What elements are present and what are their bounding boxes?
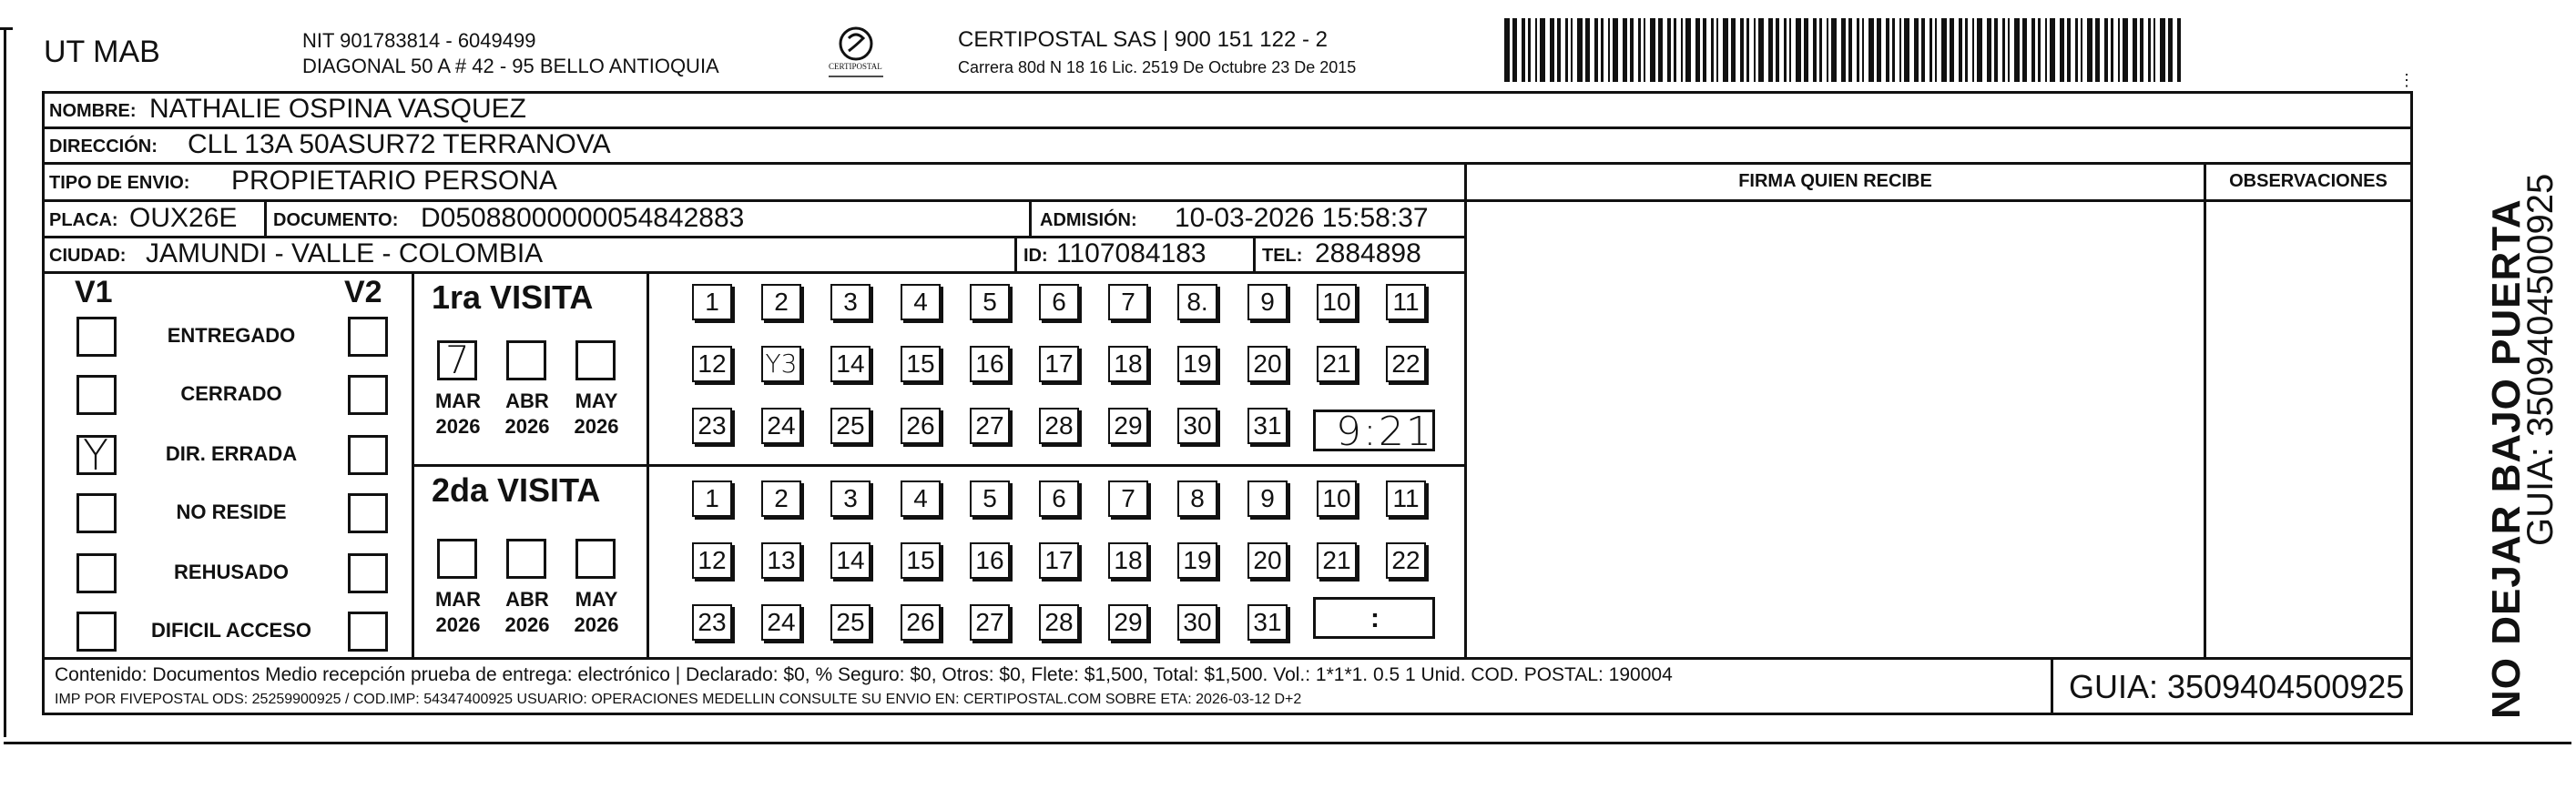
day-box[interactable]: 12 xyxy=(692,346,732,382)
barcode-bar xyxy=(1528,18,1531,82)
v2-label: V2 xyxy=(344,275,382,309)
barcode-bar xyxy=(1623,18,1627,82)
day-box[interactable]: 20 xyxy=(1247,346,1288,382)
day-box[interactable]: 3 xyxy=(830,480,871,517)
barcode-bar xyxy=(1965,18,1968,82)
day-box[interactable]: 7 xyxy=(1108,284,1148,320)
barcode-bar xyxy=(1685,18,1691,82)
day-box[interactable]: 28 xyxy=(1039,408,1079,444)
id-value: 1107084183 xyxy=(1056,238,1207,268)
v1-checkbox[interactable] xyxy=(76,553,117,593)
barcode-bar xyxy=(1565,18,1568,82)
barcode-bar xyxy=(1914,18,1919,82)
tel-divider xyxy=(1253,236,1256,272)
year-label: 2026 xyxy=(435,415,481,438)
first-visit-title: 1ra VISITA xyxy=(432,278,594,316)
day-box[interactable]: 11 xyxy=(1386,284,1426,320)
barcode-bar xyxy=(1613,18,1618,82)
month-mark: 7 xyxy=(445,338,470,382)
barcode-bar xyxy=(1813,18,1817,82)
day-box[interactable]: 16 xyxy=(970,346,1010,382)
barcode-bar xyxy=(1827,18,1828,82)
certipostal-logo xyxy=(820,25,892,80)
barcode-bar xyxy=(1758,18,1764,82)
status-label: DIFICIL ACCESO xyxy=(150,619,311,642)
v2-checkbox[interactable] xyxy=(348,612,388,652)
barcode-bar xyxy=(1904,18,1909,82)
day-box[interactable]: 17 xyxy=(1039,346,1079,382)
barcode-bar xyxy=(2148,18,2151,82)
day-box[interactable]: 6 xyxy=(1039,480,1079,517)
day-box[interactable]: 14 xyxy=(830,542,871,579)
barcode-bar xyxy=(2002,18,2005,82)
barcode-bar xyxy=(2081,18,2082,82)
barcode-bar xyxy=(1819,18,1822,82)
day-box[interactable]: 4 xyxy=(901,284,941,320)
barcode-bar xyxy=(1804,18,1808,82)
day-box[interactable]: 26 xyxy=(901,604,941,641)
barcode-bar xyxy=(1650,18,1655,82)
day-box[interactable]: 5 xyxy=(970,284,1010,320)
barcode-bar xyxy=(1711,18,1714,82)
day-box[interactable]: 1 xyxy=(692,284,732,320)
barcode-bar xyxy=(2008,18,2010,82)
barcode-bar xyxy=(1550,18,1554,82)
day-box[interactable]: 13 xyxy=(761,542,801,579)
day-box[interactable]: 22 xyxy=(1386,346,1426,382)
barcode-bar xyxy=(1796,18,1801,82)
v1-checkbox[interactable] xyxy=(76,375,117,415)
v1-checkbox[interactable] xyxy=(76,493,117,533)
barcode-bar xyxy=(2160,18,2165,82)
barcode-bar xyxy=(2111,18,2113,82)
side-warning: NO DEJAR BAJO PUERTA xyxy=(2484,198,2529,719)
barcode-bar xyxy=(1577,18,1583,82)
barcode-bar xyxy=(1504,18,1510,82)
month-label: MAR xyxy=(434,389,482,412)
barcode-bar xyxy=(1522,18,1525,82)
v1-checkbox[interactable] xyxy=(76,430,117,480)
side-text-block xyxy=(2418,91,2561,719)
barcode-bar xyxy=(2168,18,2173,82)
barcode-bar xyxy=(1638,18,1641,82)
tipo-value: PROPIETARIO PERSONA xyxy=(231,166,557,196)
observaciones-divider xyxy=(2204,162,2206,659)
day-box[interactable]: 7 xyxy=(1108,480,1148,517)
barcode-bar xyxy=(2140,18,2143,82)
year-label: 2026 xyxy=(574,415,619,438)
day-box[interactable]: 8 xyxy=(1177,480,1217,517)
barcode-bar xyxy=(2022,18,2027,82)
barcode-bar xyxy=(1899,18,1901,82)
footer-guia: GUIA: 3509404500925 xyxy=(2069,668,2405,705)
day-box[interactable]: 10 xyxy=(1317,284,1357,320)
day-box[interactable]: 1 xyxy=(692,480,732,517)
placa-divider xyxy=(264,199,267,236)
barcode xyxy=(1504,18,2183,82)
day-box[interactable]: 9 xyxy=(1247,284,1288,320)
barcode-bar xyxy=(2123,18,2128,82)
visit-month-divider xyxy=(647,271,649,659)
placa-label: PLACA: xyxy=(49,210,118,230)
barcode-bar xyxy=(1658,18,1663,82)
status-label: ENTREGADO xyxy=(167,324,296,347)
day-box[interactable]: 19 xyxy=(1177,542,1217,579)
barcode-bar xyxy=(1784,18,1787,82)
day-box[interactable]: 31 xyxy=(1247,408,1288,444)
barcode-bar xyxy=(1972,18,1974,82)
first-visit-time: 9:21 xyxy=(1336,409,1433,455)
left-edge-tick-top xyxy=(0,27,13,30)
observaciones-header: OBSERVACIONES xyxy=(2229,171,2388,191)
status-label: DIR. ERRADA xyxy=(165,442,298,465)
bottom-edge-line xyxy=(4,742,2571,744)
year-label: 2026 xyxy=(574,613,619,636)
admision-divider xyxy=(1029,199,1032,236)
day-box[interactable]: 30 xyxy=(1177,408,1217,444)
day-box[interactable]: 28 xyxy=(1039,604,1079,641)
day-box[interactable]: 12 xyxy=(692,542,732,579)
barcode-bar xyxy=(1857,18,1859,82)
barcode-bar xyxy=(2038,18,2041,82)
barcode-bar xyxy=(1929,18,1932,82)
year-label: 2026 xyxy=(504,613,550,636)
side-guia: GUIA: 3509404500925 xyxy=(2520,173,2561,546)
barcode-bar xyxy=(1959,18,1962,82)
day-box[interactable]: 23 xyxy=(692,408,732,444)
day-box[interactable]: 26 xyxy=(901,408,941,444)
barcode-bar xyxy=(1557,18,1561,82)
day-box[interactable]: 5 xyxy=(970,480,1010,517)
barcode-bar xyxy=(1703,18,1706,82)
day-box[interactable]: 9 xyxy=(1247,480,1288,517)
direccion-label: DIRECCIÓN: xyxy=(49,137,158,157)
barcode-bar xyxy=(1987,18,1991,82)
v1-checkbox[interactable] xyxy=(76,612,117,652)
row-line-2 xyxy=(42,162,2413,165)
barcode-bar xyxy=(2087,18,2092,82)
barcode-bar xyxy=(1831,18,1837,82)
status-label: REHUSADO xyxy=(174,561,289,583)
barcode-bar xyxy=(2104,18,2108,82)
id-divider xyxy=(1014,236,1017,272)
barcode-bar xyxy=(1585,18,1590,82)
month-label: MAR xyxy=(434,588,482,611)
day-box[interactable]: 21 xyxy=(1317,346,1357,382)
v2-checkbox[interactable] xyxy=(348,375,388,415)
second-visit-title: 2da VISITA xyxy=(432,471,601,509)
barcode-bar xyxy=(1723,18,1728,82)
barcode-bar xyxy=(1608,18,1610,82)
barcode-bar xyxy=(1868,18,1874,82)
admision-label: ADMISIÓN: xyxy=(1040,210,1137,230)
v1-check-mark: Y xyxy=(83,430,109,480)
day-box[interactable]: 19 xyxy=(1177,346,1217,382)
sender-name: UT MAB xyxy=(44,35,160,69)
placa-value: OUX26E xyxy=(129,203,238,233)
status-label: CERRADO xyxy=(180,382,282,405)
ciudad-label: CIUDAD: xyxy=(49,246,127,266)
barcode-bar xyxy=(2153,18,2155,82)
status-label: NO RESIDE xyxy=(176,501,287,523)
day-box[interactable]: 17 xyxy=(1039,542,1079,579)
barcode-bar xyxy=(1601,18,1604,82)
barcode-bar xyxy=(1977,18,1982,82)
barcode-bar xyxy=(2060,18,2064,82)
barcode-bar xyxy=(2050,18,2055,82)
day-box[interactable]: 6 xyxy=(1039,284,1079,320)
barcode-bar xyxy=(1667,18,1671,82)
barcode-bar xyxy=(2177,18,2181,82)
tipo-label: TIPO DE ENVIO: xyxy=(49,173,190,193)
month-checkbox[interactable] xyxy=(575,340,616,380)
v2-checkbox[interactable] xyxy=(348,435,388,475)
sender-address: DIAGONAL 50 A # 42 - 95 BELLO ANTIOQUIA xyxy=(302,55,719,77)
firma-header: FIRMA QUIEN RECIBE xyxy=(1738,171,1932,191)
barcode-bar xyxy=(2118,18,2120,82)
barcode-bar xyxy=(1594,18,1598,82)
barcode-bar xyxy=(1789,18,1791,82)
nombre-value: NATHALIE OSPINA VASQUEZ xyxy=(149,94,526,124)
day-box[interactable]: 31 xyxy=(1247,604,1288,641)
year-label: 2026 xyxy=(435,613,481,636)
imp-text: IMP POR FIVEPOSTAL ODS: 25259900925 / COD.IMP: 54347400925 USUARIO: OPERACIONES MEDELLIN CONSULTE SU ENVIO EN: CERTIPOSTAL.COM SOBRE ETA: 2026-03-12 D+2 xyxy=(55,692,1302,707)
ciudad-value: JAMUNDI - VALLE - COLOMBIA xyxy=(146,238,544,268)
barcode-bar xyxy=(1921,18,1925,82)
header xyxy=(0,0,2576,91)
year-label: 2026 xyxy=(504,415,550,438)
nombre-label: NOMBRE: xyxy=(49,101,137,121)
day-box[interactable]: 18 xyxy=(1108,346,1148,382)
barcode-bar xyxy=(1935,18,1937,82)
documento-label: DOCUMENTO: xyxy=(273,210,399,230)
day-box[interactable]: 30 xyxy=(1177,604,1217,641)
day-box[interactable]: 4 xyxy=(901,480,941,517)
barcode-bar xyxy=(1740,18,1744,82)
documento-value: D05088000000054842883 xyxy=(421,203,745,233)
barcode-bar xyxy=(1695,18,1700,82)
logo-text: CERTIPOSTAL xyxy=(829,62,882,71)
firma-header-underline xyxy=(1464,199,2413,202)
barcode-bar xyxy=(2014,18,2020,82)
second-visit-time: : xyxy=(1370,603,1380,633)
v1-label: V1 xyxy=(75,275,113,309)
day-box[interactable]: 25 xyxy=(830,408,871,444)
second-visit-time-box[interactable] xyxy=(1313,597,1435,639)
left-edge-line xyxy=(4,27,6,737)
barcode-bar xyxy=(1950,18,1954,82)
day-box[interactable]: 15 xyxy=(901,346,941,382)
barcode-bar xyxy=(1848,18,1852,82)
day-box[interactable]: 25 xyxy=(830,604,871,641)
barcode-bar xyxy=(1886,18,1889,82)
barcode-bar xyxy=(2045,18,2047,82)
barcode-bar xyxy=(1941,18,1947,82)
day-box[interactable]: 8. xyxy=(1177,284,1217,320)
barcode-bar xyxy=(1862,18,1864,82)
day-box[interactable]: 29 xyxy=(1108,408,1148,444)
day-box[interactable]: 20 xyxy=(1247,542,1288,579)
barcode-bar xyxy=(1877,18,1881,82)
barcode-bar xyxy=(1571,18,1573,82)
month-checkbox[interactable] xyxy=(506,539,546,579)
barcode-bar xyxy=(1644,18,1645,82)
day-box[interactable]: 24 xyxy=(761,604,801,641)
first-visit-time-box[interactable] xyxy=(1313,409,1435,455)
month-label: ABR xyxy=(505,389,549,412)
day-box[interactable]: 10 xyxy=(1317,480,1357,517)
day-box[interactable]: 15 xyxy=(901,542,941,579)
barcode-bar xyxy=(1994,18,1998,82)
barcode-bar xyxy=(1768,18,1773,82)
month-label: MAY xyxy=(575,588,618,611)
day-box[interactable]: 14 xyxy=(830,346,871,382)
tel-value: 2884898 xyxy=(1315,238,1421,268)
visits-divider xyxy=(412,464,1466,467)
v2-checkbox[interactable] xyxy=(348,553,388,593)
barcode-bar xyxy=(2067,18,2071,82)
tel-label: TEL: xyxy=(1262,246,1303,266)
firma-divider xyxy=(1464,162,1467,659)
barcode-bar xyxy=(1841,18,1846,82)
day-box[interactable]: 21 xyxy=(1317,542,1357,579)
day-box[interactable]: 11 xyxy=(1386,480,1426,517)
barcode-bar xyxy=(1716,18,1718,82)
day-box[interactable]: 24 xyxy=(761,408,801,444)
v2-checkbox[interactable] xyxy=(348,317,388,357)
day-box[interactable]: 2 xyxy=(761,284,801,320)
barcode-bar xyxy=(1754,18,1756,82)
admision-value: 10-03-2026 15:58:37 xyxy=(1175,203,1429,233)
day-box[interactable]: 2 xyxy=(761,480,801,517)
sender-nit: NIT 901783814 - 6049499 xyxy=(302,29,536,52)
barcode-bar xyxy=(1892,18,1895,82)
month-checkbox[interactable] xyxy=(575,539,616,579)
barcode-bar xyxy=(1674,18,1676,82)
day-box[interactable]: 16 xyxy=(970,542,1010,579)
month-checkbox[interactable] xyxy=(506,340,546,380)
barcode-bar xyxy=(2095,18,2100,82)
row-line-3 xyxy=(42,199,1466,202)
direccion-value: CLL 13A 50ASUR72 TERRANOVA xyxy=(188,129,611,159)
day-box[interactable]: 27 xyxy=(970,408,1010,444)
barcode-bar xyxy=(2075,18,2078,82)
day-box[interactable]: 22 xyxy=(1386,542,1426,579)
corner-mark: ⋮ xyxy=(2398,71,2415,89)
v1-checkbox[interactable] xyxy=(76,317,117,357)
barcode-bar xyxy=(1630,18,1634,82)
barcode-bar xyxy=(1540,18,1545,82)
day-box[interactable]: 29 xyxy=(1108,604,1148,641)
day-box[interactable]: 3 xyxy=(830,284,871,320)
v2-checkbox[interactable] xyxy=(348,493,388,533)
barcode-bar xyxy=(1681,18,1683,82)
barcode-bar xyxy=(1535,18,1537,82)
day-box[interactable]: 18 xyxy=(1108,542,1148,579)
barcode-bar xyxy=(2133,18,2137,82)
barcode-bar xyxy=(1731,18,1736,82)
barcode-bar xyxy=(1746,18,1749,82)
day-box[interactable]: Y3 xyxy=(761,346,801,382)
barcode-bar xyxy=(1776,18,1779,82)
carrier-name: CERTIPOSTAL SAS | 900 151 122 - 2 xyxy=(958,27,1328,52)
day-box[interactable]: 27 xyxy=(970,604,1010,641)
carrier-license: Carrera 80d N 18 16 Lic. 2519 De Octubre 23 De 2015 xyxy=(958,58,1357,76)
contenido-text: Contenido: Documentos Medio recepción prueba de entrega: electrónico | Declarado: $0, % Seguro: $0, Otros: $0, Flete: $1,500, Total: $1,500. Vol.: 1*1*1. 0.5 1 Unid. COD. POSTAL: 190004 xyxy=(55,664,1673,685)
month-label: ABR xyxy=(505,588,549,611)
day-box[interactable]: 23 xyxy=(692,604,732,641)
month-checkbox[interactable] xyxy=(437,340,477,380)
id-label: ID: xyxy=(1023,246,1048,266)
month-checkbox[interactable] xyxy=(437,539,477,579)
barcode-bar xyxy=(2031,18,2035,82)
barcode-bar xyxy=(1512,18,1517,82)
month-label: MAY xyxy=(575,389,618,412)
